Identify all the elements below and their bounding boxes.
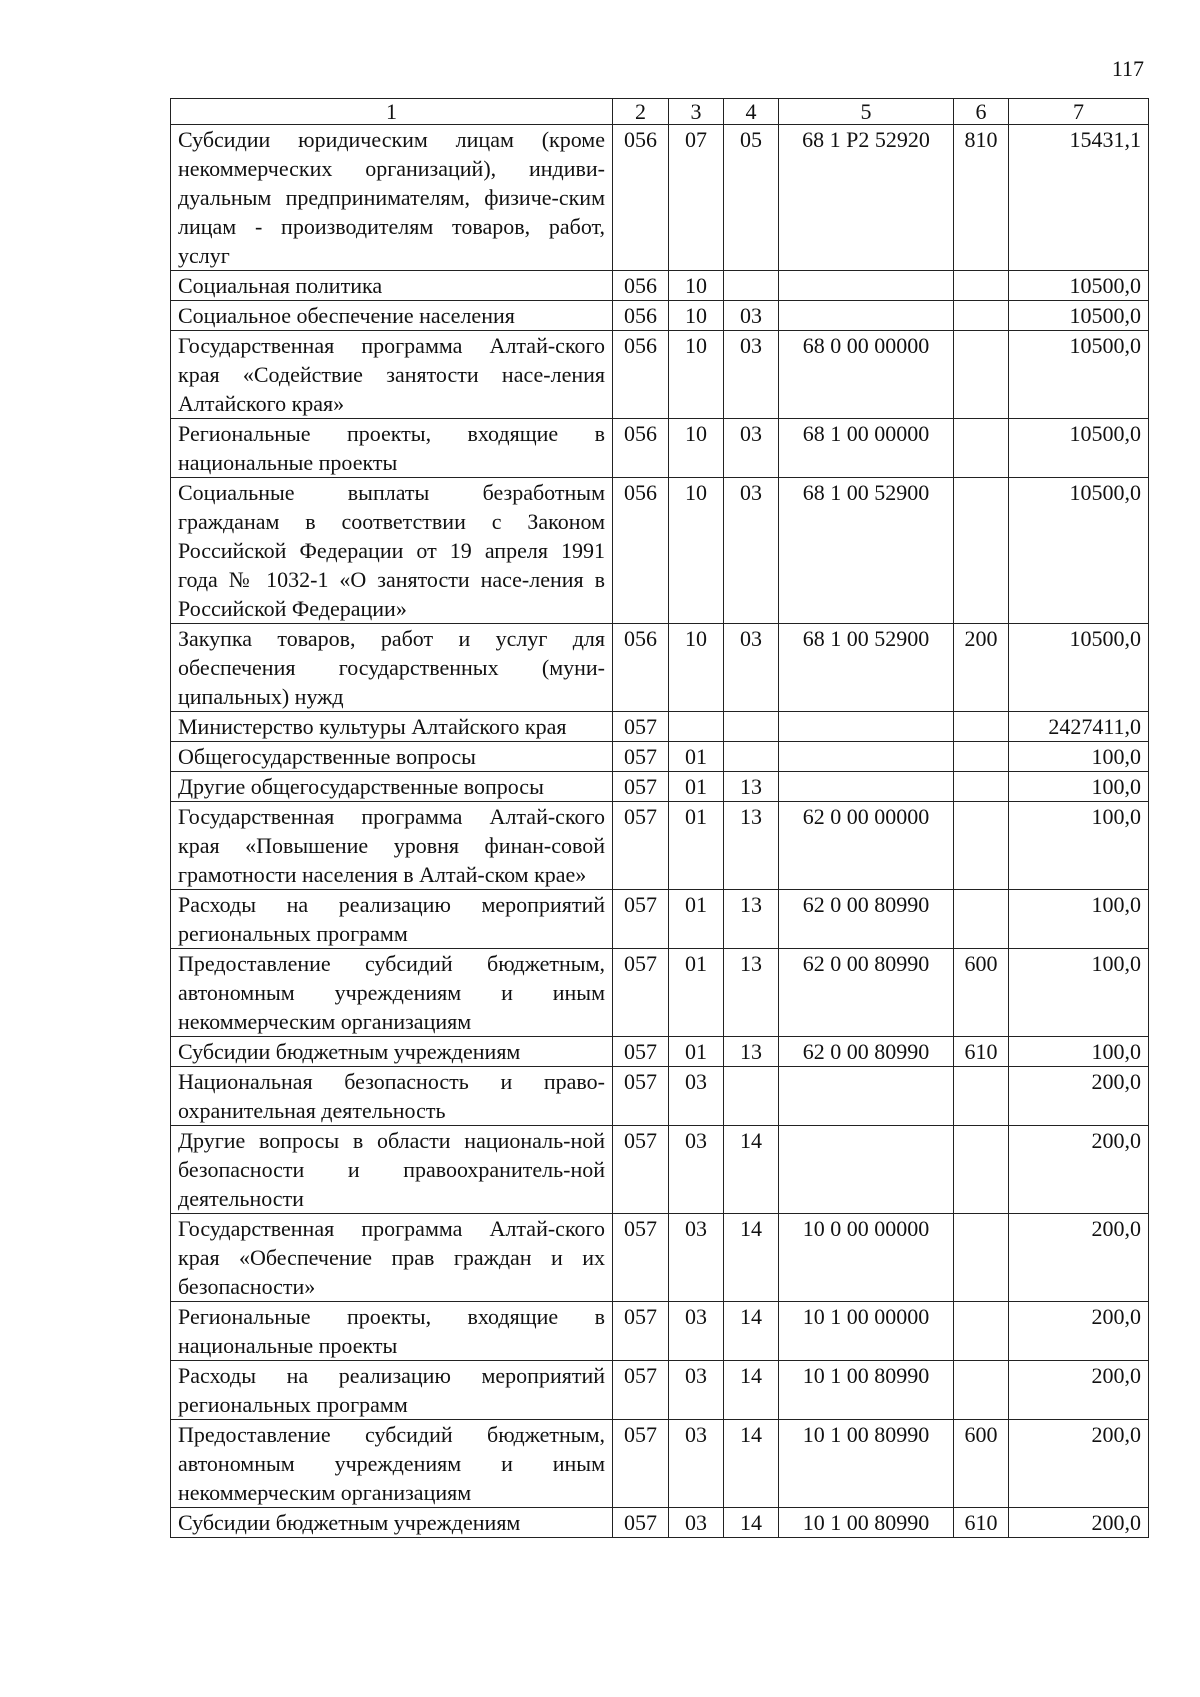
cell-expense-type <box>954 271 1009 301</box>
cell-section: 01 <box>669 890 724 949</box>
cell-amount: 200,0 <box>1009 1214 1149 1302</box>
cell-expense-type <box>954 742 1009 772</box>
cell-subsection: 14 <box>724 1214 779 1302</box>
cell-section: 03 <box>669 1067 724 1126</box>
table-row <box>171 1067 1149 1126</box>
cell-amount: 10500,0 <box>1009 478 1149 624</box>
cell-subsection: 13 <box>724 890 779 949</box>
cell-target-article: 68 1 00 00000 <box>779 419 954 478</box>
cell-expense-type <box>954 1361 1009 1420</box>
cell-subsection: 03 <box>724 301 779 331</box>
cell-section: 03 <box>669 1508 724 1538</box>
cell-target-article <box>779 742 954 772</box>
cell-subsection <box>724 1067 779 1126</box>
cell-subsection: 14 <box>724 1420 779 1508</box>
cell-target-article: 68 1 00 52900 <box>779 478 954 624</box>
cell-target-article: 62 0 00 80990 <box>779 1037 954 1067</box>
cell-target-article: 10 1 00 80990 <box>779 1361 954 1420</box>
table-row <box>171 125 1149 271</box>
cell-amount: 10500,0 <box>1009 419 1149 478</box>
cell-name: Субсидии бюджетным учреждениям <box>171 1037 613 1067</box>
table-row <box>171 890 1149 949</box>
cell-expense-type <box>954 1067 1009 1126</box>
cell-target-article: 68 1 00 52900 <box>779 624 954 712</box>
cell-ministry-code: 056 <box>613 624 669 712</box>
cell-ministry-code: 056 <box>613 331 669 419</box>
cell-ministry-code: 057 <box>613 1037 669 1067</box>
table-row <box>171 1037 1149 1067</box>
cell-subsection: 14 <box>724 1302 779 1361</box>
cell-subsection <box>724 271 779 301</box>
table-row <box>171 478 1149 624</box>
cell-target-article: 68 1 P2 52920 <box>779 125 954 271</box>
cell-name: Предоставление субсидий бюджетным, автономным учреждениям и иным некоммерческим организациям <box>171 1420 613 1508</box>
cell-section: 10 <box>669 478 724 624</box>
cell-name: Министерство культуры Алтайского края <box>171 712 613 742</box>
cell-subsection: 13 <box>724 802 779 890</box>
cell-expense-type <box>954 301 1009 331</box>
cell-amount: 200,0 <box>1009 1508 1149 1538</box>
cell-target-article <box>779 1067 954 1126</box>
cell-target-article: 10 1 00 00000 <box>779 1302 954 1361</box>
cell-section: 10 <box>669 271 724 301</box>
cell-ministry-code: 056 <box>613 271 669 301</box>
cell-ministry-code: 056 <box>613 478 669 624</box>
cell-subsection: 03 <box>724 624 779 712</box>
cell-ministry-code: 056 <box>613 125 669 271</box>
cell-amount: 10500,0 <box>1009 301 1149 331</box>
cell-target-article <box>779 301 954 331</box>
cell-ministry-code: 057 <box>613 949 669 1037</box>
page-number: 117 <box>1111 56 1144 81</box>
cell-subsection: 03 <box>724 419 779 478</box>
cell-ministry-code: 057 <box>613 1420 669 1508</box>
cell-amount: 15431,1 <box>1009 125 1149 271</box>
cell-target-article <box>779 772 954 802</box>
budget-table <box>170 98 1149 1538</box>
cell-subsection: 13 <box>724 949 779 1037</box>
cell-section: 10 <box>669 624 724 712</box>
cell-name: Другие вопросы в области националь-ной безопасности и правоохранитель-ной деятельности <box>171 1126 613 1214</box>
cell-amount: 100,0 <box>1009 890 1149 949</box>
cell-name: Предоставление субсидий бюджетным, автономным учреждениям и иным некоммерческим организациям <box>171 949 613 1037</box>
cell-name: Общегосударственные вопросы <box>171 742 613 772</box>
header-col-6: 6 <box>954 99 1009 125</box>
cell-name: Региональные проекты, входящие в национальные проекты <box>171 419 613 478</box>
cell-subsection: 03 <box>724 478 779 624</box>
cell-target-article: 62 0 00 00000 <box>779 802 954 890</box>
cell-ministry-code: 057 <box>613 1302 669 1361</box>
cell-amount: 10500,0 <box>1009 331 1149 419</box>
cell-expense-type <box>954 419 1009 478</box>
cell-ministry-code: 057 <box>613 1126 669 1214</box>
cell-amount: 200,0 <box>1009 1361 1149 1420</box>
cell-target-article: 62 0 00 80990 <box>779 949 954 1037</box>
header-col-7: 7 <box>1009 99 1149 125</box>
cell-name: Социальное обеспечение населения <box>171 301 613 331</box>
table-row <box>171 1508 1149 1538</box>
cell-target-article: 10 0 00 00000 <box>779 1214 954 1302</box>
cell-expense-type <box>954 772 1009 802</box>
cell-expense-type <box>954 1302 1009 1361</box>
cell-ministry-code: 057 <box>613 802 669 890</box>
cell-expense-type: 810 <box>954 125 1009 271</box>
cell-amount: 200,0 <box>1009 1126 1149 1214</box>
table-row <box>171 1302 1149 1361</box>
cell-expense-type <box>954 1214 1009 1302</box>
cell-ministry-code: 057 <box>613 1361 669 1420</box>
cell-section: 01 <box>669 1037 724 1067</box>
header-col-3: 3 <box>669 99 724 125</box>
cell-amount: 100,0 <box>1009 772 1149 802</box>
cell-section: 03 <box>669 1214 724 1302</box>
cell-expense-type: 600 <box>954 1420 1009 1508</box>
cell-amount: 100,0 <box>1009 1037 1149 1067</box>
cell-target-article <box>779 712 954 742</box>
cell-expense-type <box>954 478 1009 624</box>
cell-section: 01 <box>669 772 724 802</box>
header-col-4: 4 <box>724 99 779 125</box>
header-col-2: 2 <box>613 99 669 125</box>
cell-section: 03 <box>669 1420 724 1508</box>
cell-amount: 2427411,0 <box>1009 712 1149 742</box>
cell-name: Субсидии бюджетным учреждениям <box>171 1508 613 1538</box>
cell-section: 03 <box>669 1126 724 1214</box>
cell-expense-type: 610 <box>954 1037 1009 1067</box>
cell-expense-type: 610 <box>954 1508 1009 1538</box>
cell-target-article: 10 1 00 80990 <box>779 1420 954 1508</box>
cell-target-article: 62 0 00 80990 <box>779 890 954 949</box>
cell-amount: 100,0 <box>1009 949 1149 1037</box>
cell-amount: 10500,0 <box>1009 624 1149 712</box>
cell-subsection: 14 <box>724 1361 779 1420</box>
cell-subsection: 05 <box>724 125 779 271</box>
cell-expense-type <box>954 802 1009 890</box>
cell-amount: 100,0 <box>1009 802 1149 890</box>
table-row <box>171 802 1149 890</box>
cell-subsection: 14 <box>724 1508 779 1538</box>
table-row <box>171 1420 1149 1508</box>
cell-section: 01 <box>669 802 724 890</box>
cell-subsection: 03 <box>724 331 779 419</box>
cell-ministry-code: 057 <box>613 1508 669 1538</box>
cell-name: Другие общегосударственные вопросы <box>171 772 613 802</box>
cell-target-article <box>779 1126 954 1214</box>
table-row <box>171 271 1149 301</box>
cell-section: 10 <box>669 331 724 419</box>
table-row <box>171 1361 1149 1420</box>
cell-ministry-code: 057 <box>613 712 669 742</box>
cell-amount: 200,0 <box>1009 1302 1149 1361</box>
cell-amount: 200,0 <box>1009 1067 1149 1126</box>
cell-name: Национальная безопасность и право-охранительная деятельность <box>171 1067 613 1126</box>
table-row <box>171 742 1149 772</box>
table-header-row <box>171 99 1149 125</box>
cell-ministry-code: 057 <box>613 772 669 802</box>
cell-section <box>669 712 724 742</box>
cell-subsection <box>724 742 779 772</box>
cell-target-article: 68 0 00 00000 <box>779 331 954 419</box>
cell-ministry-code: 056 <box>613 301 669 331</box>
cell-expense-type: 600 <box>954 949 1009 1037</box>
table-row <box>171 1126 1149 1214</box>
cell-name: Социальная политика <box>171 271 613 301</box>
cell-name: Государственная программа Алтай-ского края «Содействие занятости насе-ления Алтайского края» <box>171 331 613 419</box>
cell-section: 01 <box>669 949 724 1037</box>
cell-expense-type: 200 <box>954 624 1009 712</box>
cell-section: 10 <box>669 419 724 478</box>
cell-subsection: 14 <box>724 1126 779 1214</box>
cell-name: Субсидии юридическим лицам (кроме некоммерческих организаций), индиви-дуальным предпринимателям, физиче-ским лицам - производителям товаров, работ, услуг <box>171 125 613 271</box>
table-row <box>171 624 1149 712</box>
cell-ministry-code: 056 <box>613 419 669 478</box>
cell-section: 03 <box>669 1302 724 1361</box>
cell-section: 03 <box>669 1361 724 1420</box>
table-row <box>171 301 1149 331</box>
table-row <box>171 772 1149 802</box>
cell-name: Расходы на реализацию мероприятий региональных программ <box>171 890 613 949</box>
cell-section: 10 <box>669 301 724 331</box>
cell-expense-type <box>954 890 1009 949</box>
table-row <box>171 949 1149 1037</box>
cell-ministry-code: 057 <box>613 890 669 949</box>
table-row <box>171 712 1149 742</box>
table-row <box>171 331 1149 419</box>
cell-name: Закупка товаров, работ и услуг для обеспечения государственных (муни-ципальных) нужд <box>171 624 613 712</box>
cell-expense-type <box>954 712 1009 742</box>
table-row <box>171 1214 1149 1302</box>
cell-name: Социальные выплаты безработным гражданам в соответствии с Законом Российской Федерации от 19 апреля 1991 года № 1032-1 «О занятости насе-ления в Российской Федерации» <box>171 478 613 624</box>
cell-expense-type <box>954 331 1009 419</box>
cell-name: Расходы на реализацию мероприятий региональных программ <box>171 1361 613 1420</box>
cell-ministry-code: 057 <box>613 742 669 772</box>
cell-name: Государственная программа Алтай-ского края «Обеспечение прав граждан и их безопасности» <box>171 1214 613 1302</box>
cell-subsection: 13 <box>724 772 779 802</box>
table-row <box>171 419 1149 478</box>
header-col-5: 5 <box>779 99 954 125</box>
cell-name: Государственная программа Алтай-ского края «Повышение уровня финан-совой грамотности населения в Алтай-ском крае» <box>171 802 613 890</box>
cell-amount: 200,0 <box>1009 1420 1149 1508</box>
cell-subsection <box>724 712 779 742</box>
cell-name: Региональные проекты, входящие в национальные проекты <box>171 1302 613 1361</box>
cell-subsection: 13 <box>724 1037 779 1067</box>
cell-expense-type <box>954 1126 1009 1214</box>
cell-target-article <box>779 271 954 301</box>
cell-ministry-code: 057 <box>613 1214 669 1302</box>
cell-ministry-code: 057 <box>613 1067 669 1126</box>
table-body <box>171 125 1149 1538</box>
cell-amount: 100,0 <box>1009 742 1149 772</box>
cell-section: 07 <box>669 125 724 271</box>
cell-section: 01 <box>669 742 724 772</box>
cell-target-article: 10 1 00 80990 <box>779 1508 954 1538</box>
header-col-1: 1 <box>171 99 613 125</box>
cell-amount: 10500,0 <box>1009 271 1149 301</box>
